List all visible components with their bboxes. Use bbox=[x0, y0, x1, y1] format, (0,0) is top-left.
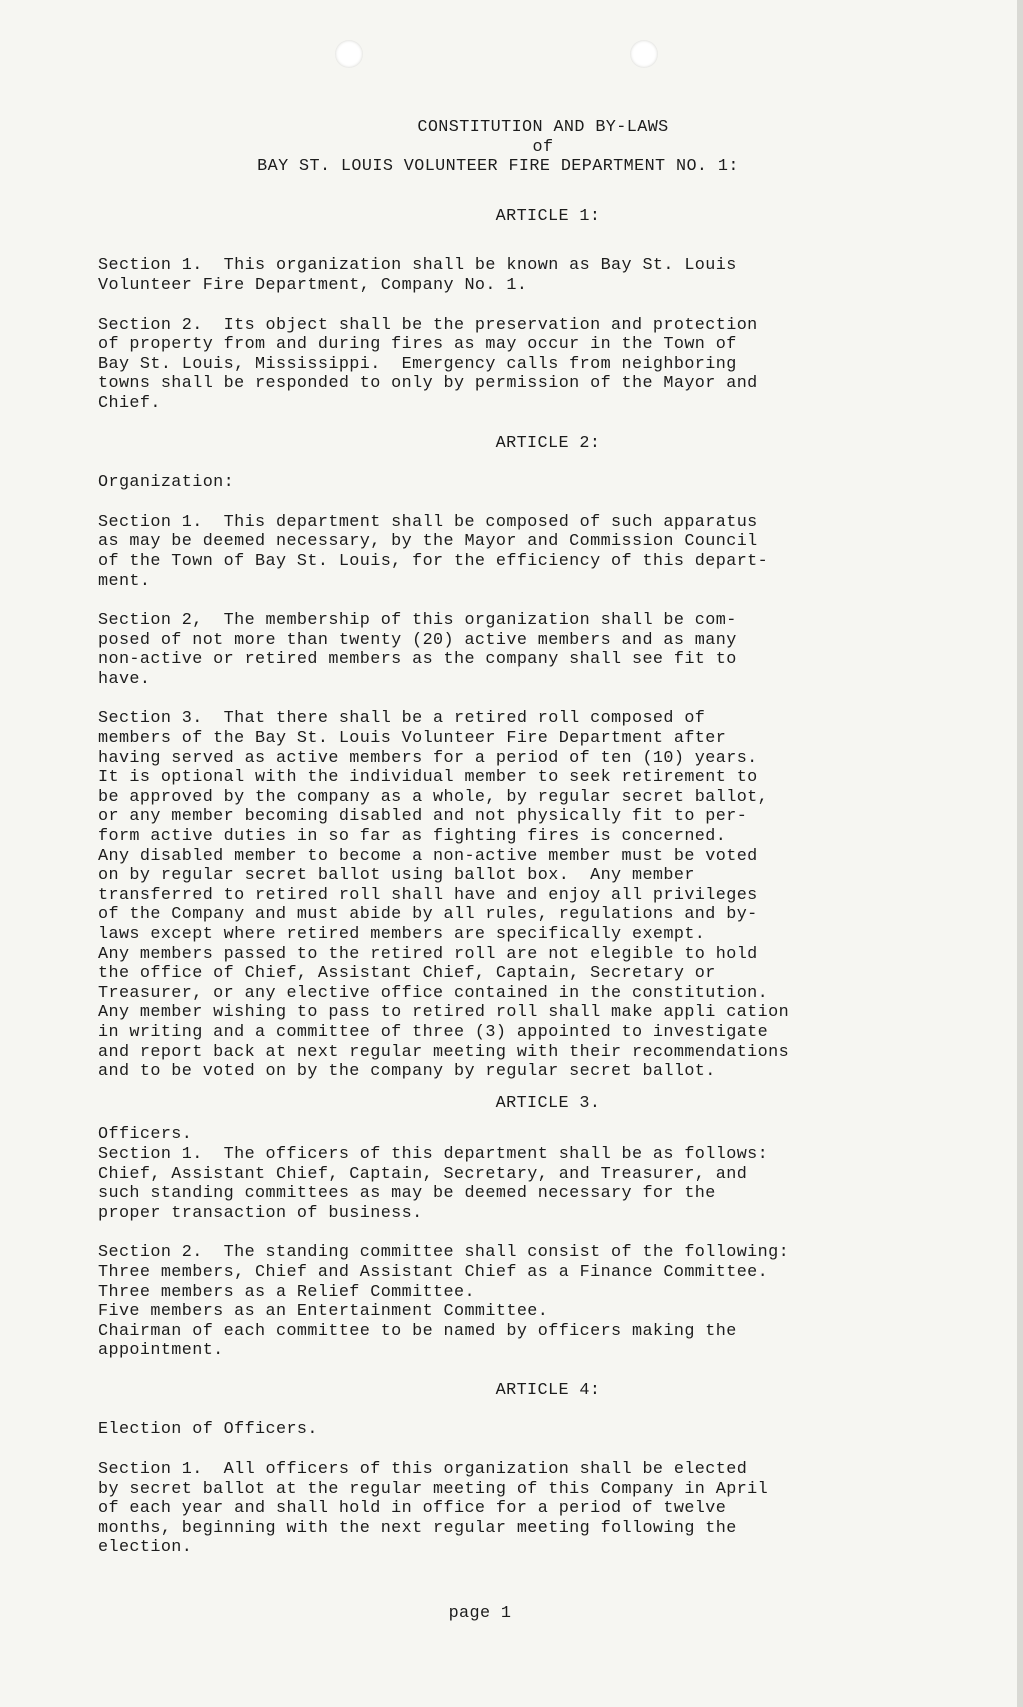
article-3-section-2: Section 2. The standing committee shall consist of the following: Three members, Chief and Assistant Chief as a Finance Committee. Three members as a Relief Committee. Five members as an Entertainment Committee. Chairman of each committee to be named by officers making the appointment. bbox=[98, 1243, 790, 1361]
article-2-section-1: Section 1. This department shall be composed of such apparatus as may be deemed necessary, by the Mayor and Commission Council of the Town of Bay St. Louis, for the efficiency of this depart- ment. bbox=[98, 512, 769, 591]
document-body bbox=[98, 118, 898, 1558]
article-3-heading: ARTICLE 3. bbox=[495, 1093, 601, 1113]
article-1-section-1: Section 1. This organization shall be known as Bay St. Louis Volunteer Fire Department, Company No. 1. bbox=[98, 256, 737, 295]
article-4-subheading: Election of Officers. bbox=[98, 1420, 318, 1440]
article-1-heading: ARTICLE 1: bbox=[495, 206, 601, 226]
header-title: CONSTITUTION AND BY-LAWS bbox=[417, 118, 669, 137]
article-4-heading: ARTICLE 4: bbox=[495, 1380, 601, 1400]
article-2-heading: ARTICLE 2: bbox=[495, 433, 601, 453]
document-header bbox=[98, 118, 898, 177]
article-1-section-2: Section 2. Its object shall be the preservation and protection of property from and during fires as may occur in the Town of Bay St. Louis, Mississippi. Emergency calls from neighboring towns shall be responded to only by permission of the Mayor and Chief. bbox=[98, 315, 758, 413]
article-4-section-1: Section 1. All officers of this organization shall be elected by secret ballot at the regular meeting of this Company in April of each year and shall hold in office for a period of twelve months, beginning with the next regular meeting following the election. bbox=[98, 1460, 769, 1558]
header-organization: BAY ST. LOUIS VOLUNTEER FIRE DEPARTMENT NO. 1: bbox=[257, 157, 739, 177]
article-2-section-3: Section 3. That there shall be a retired roll composed of members of the Bay St. Louis Volunteer Fire Department after having served as active members for a period of ten (10) years. It is optional with the individual member to seek retirement to be approved by the company as a whole, by regular secret ballot, or any member becoming disabled and not physically fit to per- form active duties in so far as fighting fires is concerned. Any disabled member to become a non-active member must be voted on by regular secret ballot using ballot box. Any member transferred to retired roll shall have and enjoy all privileges of the Company and must abide by all rules, regulations and by- laws except where retired members are specifically exempt. Any members passed to the retired roll are not elegible to hold the office of Chief, Assistant Chief, Captain, Secretary or Treasurer, or any elective office contained in the constitution. Any member wishing to pass to retired roll shall make appli cation in writing and a committee of three (3) appointed to investigate and report back at next regular meeting with their recommendations and to be voted on by the company by regular secret ballot. bbox=[98, 709, 790, 1082]
article-2-section-2: Section 2, The membership of this organization shall be com- posed of not more than twenty (20) active members and as many non-active or retired members as the company shall see fit to have. bbox=[98, 611, 737, 689]
header-of: of bbox=[532, 137, 554, 157]
punch-hole-left bbox=[335, 40, 363, 68]
article-2-subheading: Organization: bbox=[98, 473, 235, 493]
article-3-section-1: Officers. Section 1. The officers of this department shall be as follows: Chief, Assistant Chief, Captain, Secretary, and Treasurer, and such standing committees as may be deemed necessary for the proper transaction of business. bbox=[98, 1125, 769, 1223]
page-number: page 1 bbox=[448, 1604, 512, 1623]
punch-hole-right bbox=[630, 40, 658, 68]
